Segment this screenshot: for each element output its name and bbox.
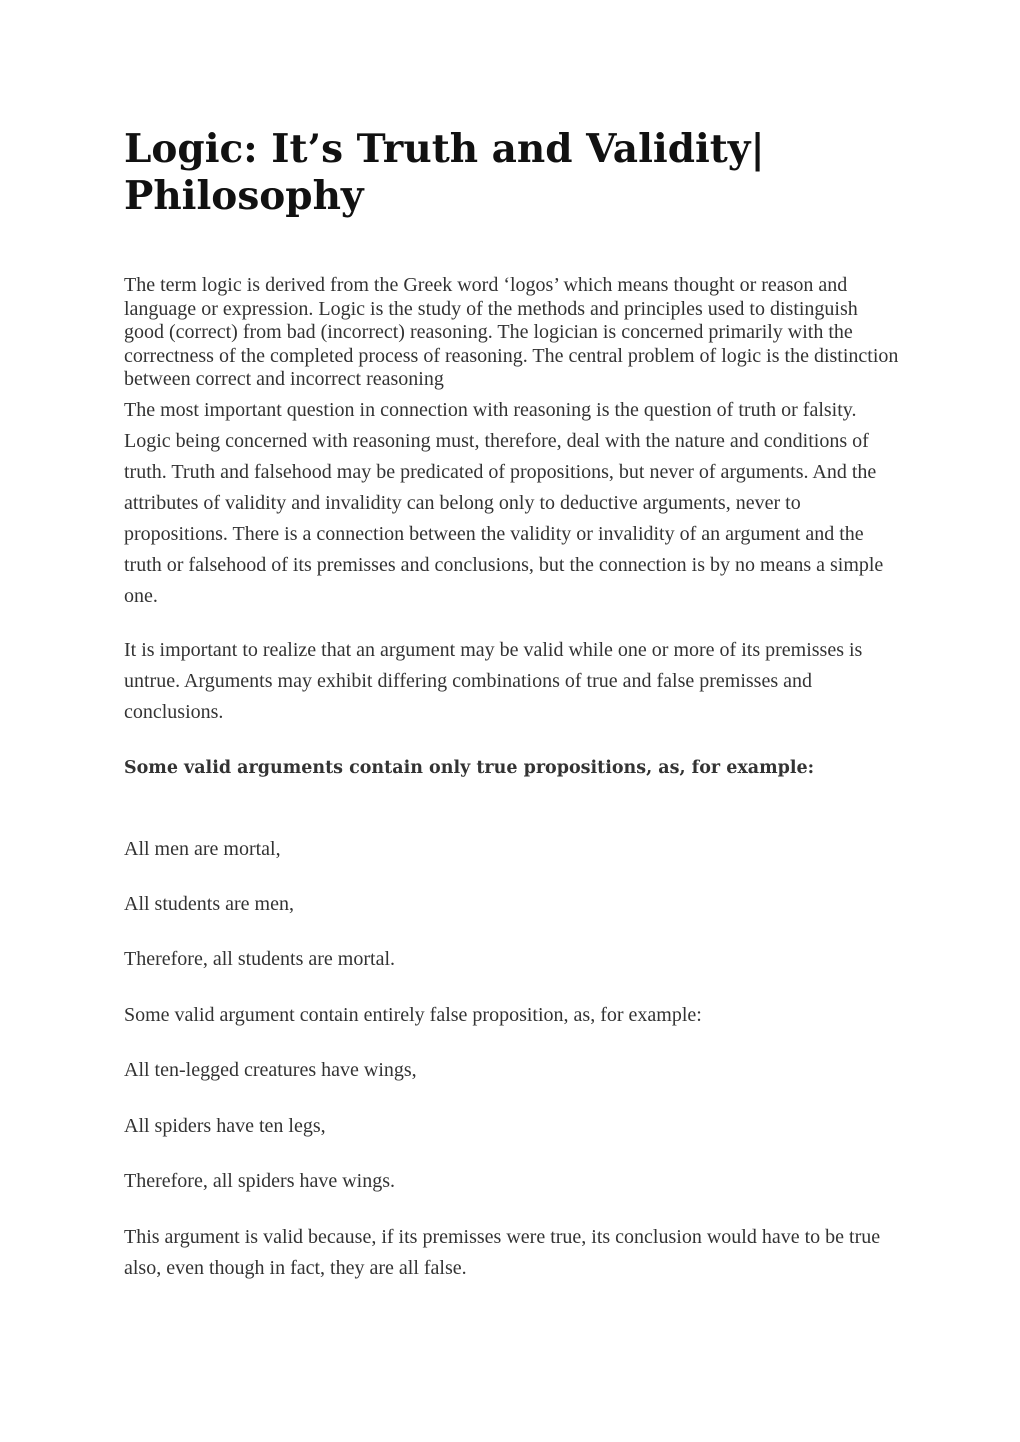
bold-example-heading: Some valid arguments contain only true propositions, as, for example: — [124, 758, 815, 778]
example-1-conclusion: Therefore, all students are mortal. — [124, 948, 395, 970]
premisses-paragraph: It is important to realize that an argument may be valid while one or more of its premisses is untrue. Arguments may exhibit differing combinations of true and false premisses and conclusions. — [124, 639, 863, 723]
closing-paragraph: This argument is valid because, if its premisses were true, its conclusion would have to be true also, even though in fact, they are all false. — [124, 1226, 881, 1279]
article-title: Logic: It’s Truth and Validity| Philosophy — [124, 126, 765, 219]
example-2-premise-2: All spiders have ten legs, — [124, 1115, 326, 1137]
example-1-premise-2: All students are men, — [124, 893, 294, 915]
example-2-premise-1: All ten-legged creatures have wings, — [124, 1059, 417, 1081]
example-2-intro: Some valid argument contain entirely false proposition, as, for example: — [124, 1004, 702, 1026]
truth-validity-paragraph: The most important question in connection with reasoning is the question of truth or falsity. Logic being concerned with reasoning must, therefore, deal with the nature and conditions of truth. Truth and falsehood may be predicated of propositions, but never of arguments. And the attributes of validity and invalidity can belong only to deductive arguments, never to propositions. There is a connection between the validity or invalidity of an argument and the truth or falsehood of its premisses and conclusions, but the connection is by no means a simple one. — [124, 399, 884, 607]
intro-paragraph: The term logic is derived from the Greek word ‘logos’ which means thought or reason and language or expression. Logic is the study of the methods and principles used to distinguish good (correct) from bad (incorrect) reasoning. The logician is concerned primarily with the correctness of the completed process of reasoning. The central problem of logic is the distinction between correct and incorrect reasoning — [124, 274, 899, 390]
example-2-conclusion: Therefore, all spiders have wings. — [124, 1170, 396, 1192]
example-1-premise-1: All men are mortal, — [124, 838, 281, 860]
